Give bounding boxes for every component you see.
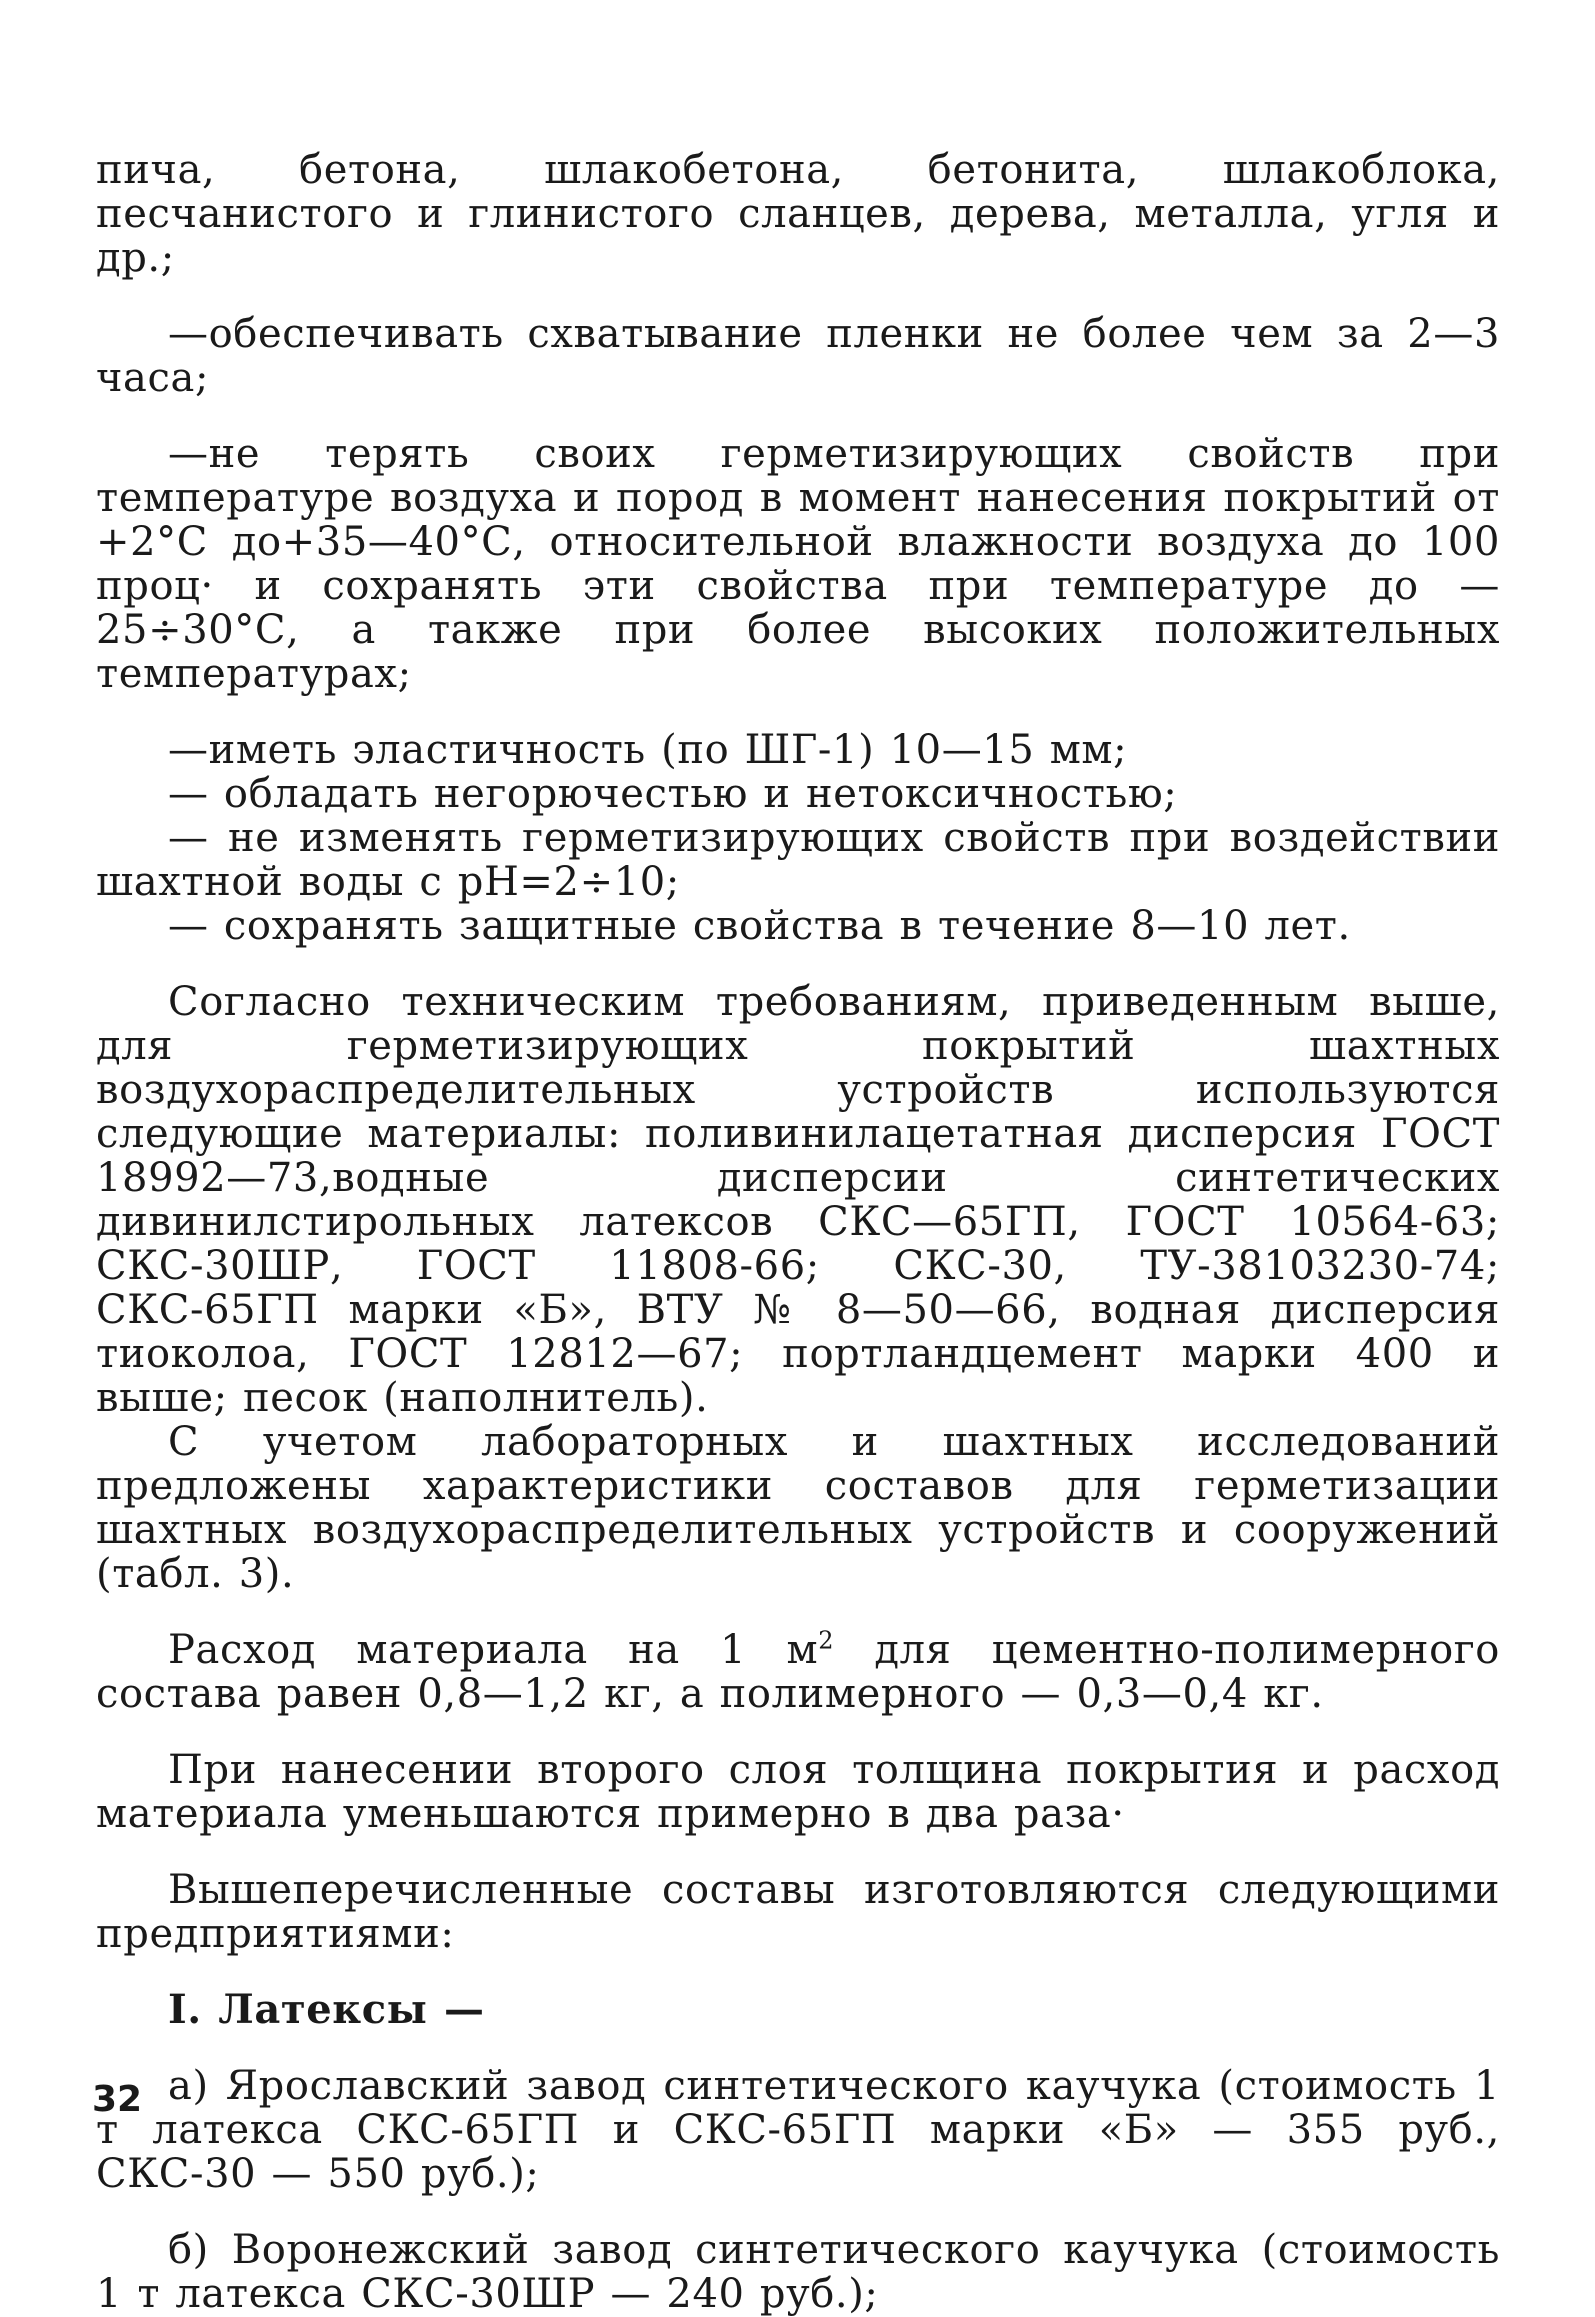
requirement-elasticity: —иметь эластичность (по ШГ-1) 10—15 мм; xyxy=(168,727,1128,773)
section-heading-latexes: I. Латексы — xyxy=(168,1986,485,2033)
requirement-nonflammability: — обладать негорючестью и нетоксичностью; xyxy=(168,771,1178,817)
paragraph-manufacturers: Вышеперечисленные составы изготовляются следующими предприятиями: xyxy=(96,1867,1500,1957)
list-item-yaroslavl: а) Ярославский завод синтетического каучука (стоимость 1 т латекса СКС-65ГП и СКС-65ГП марки «Б» — 355 руб., СКС-30 — 550 руб.); xyxy=(96,2063,1500,2197)
requirement-setting-time: —обеспечивать схватывание пленки не более чем за 2—3 часа; xyxy=(96,311,1500,401)
requirement-service-life: — сохранять защитные свойства в течение 8—10 лет. xyxy=(168,903,1351,949)
paragraph-continuation: пича, бетона, шлакобетона, бетонита, шлакоблока, песчанистого и глинистого сланцев, дерева, металла, угля и др.; xyxy=(96,147,1500,281)
requirement-water-resistance: — не изменять герметизирующих свойств при воздействии шахтной воды с рН=2÷10; xyxy=(96,815,1500,905)
body-text xyxy=(96,148,1500,2316)
consumption-text-end: для цементно-полимерного состава равен 0,8—1,2 кг, а полимерного — 0,3—0,4 кг. xyxy=(96,1627,1500,1717)
consumption-text-start: Расход материала на 1 м xyxy=(168,1627,819,1673)
square-superscript: 2 xyxy=(818,1626,835,1655)
requirement-sealing-properties: —не терять своих герметизирующих свойств при температуре воздуха и пород в момент нанесения покрытий от +2°С до+35—40°С, относительной влажности воздуха до 100 проц· и сохранять эти свойства при температуре до —25÷30°С, а также при более высоких положительных температурах; xyxy=(96,431,1500,697)
page-number: 32 xyxy=(92,2079,143,2120)
paragraph-consumption xyxy=(96,1628,1500,1716)
paragraph-materials: Согласно техническим требованиям, приведенным выше, для герметизирующих покрытий шахтных воздухораспределительных устройств используются следующие материалы: поливинилацетатная дисперсия ГОСТ 18992—73,водные дисперсии синтетических дивинилстирольных латексов СКС—65ГП, ГОСТ 10564-63; СКС-30ШР, ГОСТ 11808-66; СКС-30, ТУ-38103230-74; СКС-65ГП марки «Б», ВТУ № 8—50—66, водная дисперсия тиоколоа, ГОСТ 12812—67; портландцемент марки 400 и выше; песок (наполнитель). xyxy=(96,979,1500,1421)
list-item-voronezh: б) Воронежский завод синтетического каучука (стоимость 1 т латекса СКС-30ШР — 240 руб.); xyxy=(96,2227,1500,2317)
paragraph-second-layer: При нанесении второго слоя толщина покрытия и расход материала уменьшаются примерно в два раза· xyxy=(96,1747,1500,1837)
paragraph-compositions: С учетом лабораторных и шахтных исследований предложены характеристики составов для герметизации шахтных воздухораспределительных устройств и сооружений (табл. 3). xyxy=(96,1419,1500,1597)
